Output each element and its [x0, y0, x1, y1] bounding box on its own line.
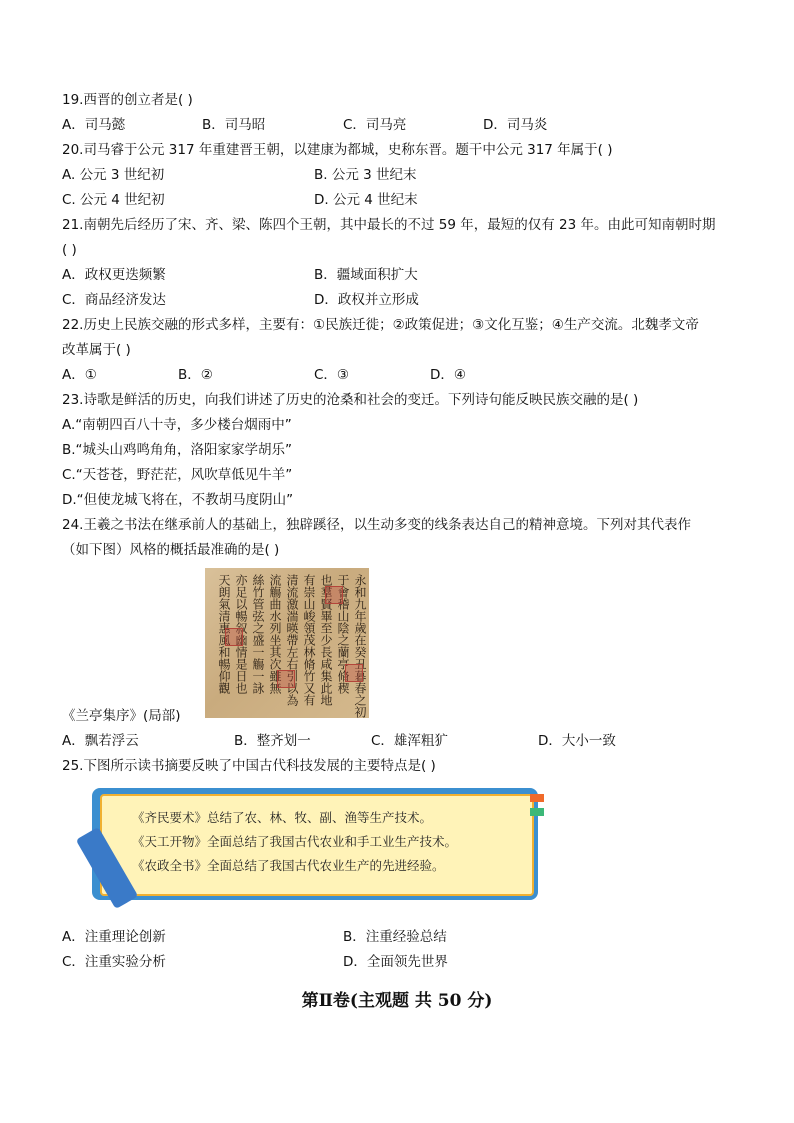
section-title: 第Ⅱ卷(主观题 共 50 分)	[301, 991, 493, 1011]
q20-option-d: D. 公元 4 世纪末	[314, 192, 418, 208]
q24-stem-cont: （如下图）风格的概括最准确的是( )	[62, 542, 280, 558]
q24-option-c: C．雄浑粗犷	[371, 733, 448, 749]
bookmark-tab-green	[530, 808, 544, 816]
q21-stem-cont: ( )	[62, 242, 77, 258]
q19-option-d: D．司马炎	[483, 117, 548, 133]
q22-option-b: B．②	[178, 367, 213, 383]
book-line-tiangongkaiwu: 《天工开物》全面总结了我国古代农业和手工业生产技术。	[132, 834, 458, 849]
q23-stem: 23.诗歌是鲜活的历史，向我们讲述了历史的沧桑和社会的变迁。下列诗句能反映民族交融的是( )	[62, 392, 639, 408]
book-line-nongzhengquanshu: 《农政全书》全面总结了我国古代农业生产的先进经验。	[132, 858, 445, 873]
q25-option-b: B．注重经验总结	[343, 929, 447, 945]
q24-stem: 24.王羲之书法在继承前人的基础上，独辟蹊径，以生动多变的线条表达自己的精神意境。下列对其代表作	[62, 517, 691, 533]
q21-option-c: C．商品经济发达	[62, 292, 166, 308]
q24-option-d: D．大小一致	[538, 733, 616, 749]
q19-option-c: C．司马亮	[343, 117, 407, 133]
q24-image-caption: 《兰亭集序》(局部)	[62, 708, 181, 724]
q20-option-a: A. 公元 3 世纪初	[62, 167, 165, 183]
q22-option-d: D．④	[430, 367, 466, 383]
q23-option-c: C.“天苍苍，野茫茫，风吹草低见牛羊”	[62, 467, 293, 483]
q20-option-b: B. 公元 3 世纪末	[314, 167, 417, 183]
q22-option-c: C．③	[314, 367, 350, 383]
q20-option-c: C. 公元 4 世纪初	[62, 192, 165, 208]
q19-option-a: A．司马懿	[62, 117, 126, 133]
lanting-calligraphy-image: 永和九年歲在癸丑暮春之初 于會稽山陰之蘭亭脩稧 也羣賢畢至少長咸集此地 有崇山峻領茂林脩竹又有 清流激湍暎帶左右引以為 流觴曲水列坐其次雖無 絲竹管弦之盛一觴一詠 亦足以暢叙幽情是日也 天朗氣清惠風和暢仰觀	[205, 568, 369, 718]
q25-stem: 25.下图所示读书摘要反映了中国古代科技发展的主要特点是( )	[62, 758, 436, 774]
q20-stem: 20.司马睿于公元 317 年重建晋王朝，以建康为都城，史称东晋。题干中公元 317 年属于( )	[62, 142, 613, 158]
q22-option-a: A．①	[62, 367, 97, 383]
q23-option-b: B.“城头山鸡鸣角角，洛阳家家学胡乐”	[62, 442, 293, 458]
q19-option-b: B．司马昭	[202, 117, 266, 133]
q19-stem: 19.西晋的创立者是( )	[62, 92, 193, 108]
q21-option-d: D．政权并立形成	[314, 292, 419, 308]
q23-option-a: A.“南朝四百八十寺，多少楼台烟雨中”	[62, 417, 292, 433]
q25-option-c: C．注重实验分析	[62, 954, 166, 970]
q22-stem-cont: 改革属于( )	[62, 342, 131, 358]
q24-option-b: B．整齐划一	[234, 733, 311, 749]
q25-option-a: A．注重理论创新	[62, 929, 166, 945]
q21-option-b: B．疆域面积扩大	[314, 267, 418, 283]
reading-summary-book	[92, 788, 544, 908]
q21-stem: 21.南朝先后经历了宋、齐、梁、陈四个王朝，其中最长的不过 59 年，最短的仅有 23 年。由此可知南朝时期	[62, 217, 716, 233]
q24-option-a: A．飘若浮云	[62, 733, 139, 749]
q23-option-d: D.“但使龙城飞将在，不教胡马度阴山”	[62, 492, 294, 508]
bookmark-tab-orange	[530, 794, 544, 802]
q22-stem: 22.历史上民族交融的形式多样，主要有：①民族迁徙；②政策促进；③文化互鉴；④生产交流。北魏孝文帝	[62, 317, 699, 333]
q25-option-d: D．全面领先世界	[343, 954, 448, 970]
q21-option-a: A．政权更迭频繁	[62, 267, 166, 283]
book-line-qiminyaoshu: 《齐民要术》总结了农、林、牧、副、渔等生产技术。	[132, 810, 433, 825]
